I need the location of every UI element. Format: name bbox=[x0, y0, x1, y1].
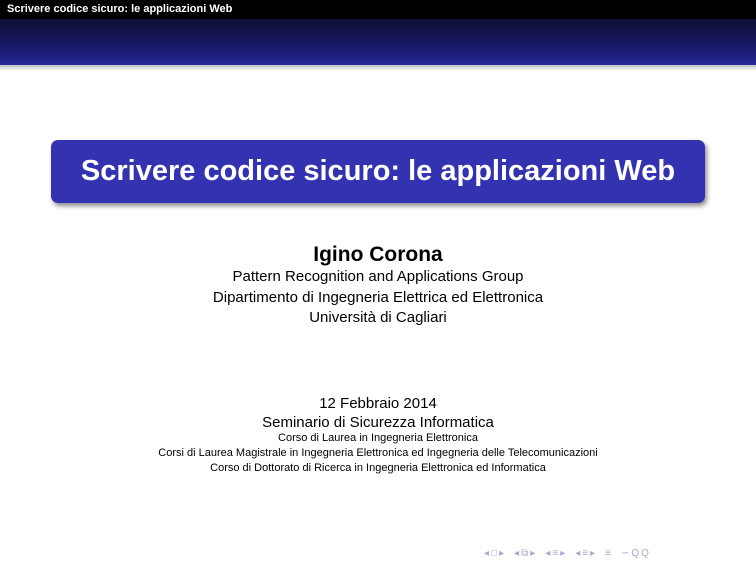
course-line: Corsi di Laurea Magistrale in Ingegneria Elettronica ed Ingegneria delle Telecomunicazioni bbox=[158, 447, 598, 459]
nav-frame-next-icon[interactable]: ▸ bbox=[499, 548, 505, 559]
header-short-title: Scrivere codice sicuro: le applicazioni Web bbox=[0, 0, 756, 19]
nav-section-icon-2[interactable]: ≡ bbox=[582, 548, 589, 559]
nav-section-next-icon[interactable]: ▸ bbox=[560, 548, 566, 559]
course-line: Corso di Laurea in Ingegneria Elettronica bbox=[278, 432, 478, 444]
nav-search-icon[interactable]: ∽ bbox=[620, 548, 630, 559]
presentation-date: 12 Febbraio 2014 bbox=[319, 395, 437, 412]
nav-subsection-prev-icon[interactable]: ◂ bbox=[514, 548, 520, 559]
nav-subsection-next-icon[interactable]: ▸ bbox=[530, 548, 536, 559]
nav-zoom-icon-2[interactable]: Q bbox=[641, 548, 649, 559]
nav-frame-icon[interactable]: □ bbox=[491, 548, 498, 559]
nav-zoom-icon[interactable]: Q bbox=[631, 548, 640, 559]
nav-align-icon[interactable]: ≡ bbox=[605, 548, 611, 559]
nav-section-next-icon-2[interactable]: ▸ bbox=[590, 548, 596, 559]
nav-section-prev-icon-2[interactable]: ◂ bbox=[575, 548, 581, 559]
nav-frame-prev-icon[interactable]: ◂ bbox=[484, 548, 490, 559]
nav-section-prev-icon[interactable]: ◂ bbox=[545, 548, 551, 559]
event-title: Seminario di Sicurezza Informatica bbox=[262, 414, 494, 431]
header-band bbox=[0, 19, 756, 65]
navigation-bar bbox=[484, 547, 749, 561]
institute-line: Università di Cagliari bbox=[309, 309, 447, 326]
institute-line: Pattern Recognition and Applications Group bbox=[232, 268, 524, 285]
author-name: Igino Corona bbox=[313, 243, 443, 266]
nav-subsection-icon[interactable]: ⧉ bbox=[521, 548, 529, 559]
slide-title: Scrivere codice sicuro: le applicazioni Web bbox=[51, 140, 705, 203]
header-band-shadow bbox=[0, 65, 756, 71]
institute-line: Dipartimento di Ingegneria Elettrica ed Elettronica bbox=[212, 289, 544, 306]
nav-section-icon[interactable]: ≡ bbox=[552, 548, 559, 559]
course-line: Corso di Dottorato di Ricerca in Ingegneria Elettronica ed Informatica bbox=[210, 462, 546, 474]
